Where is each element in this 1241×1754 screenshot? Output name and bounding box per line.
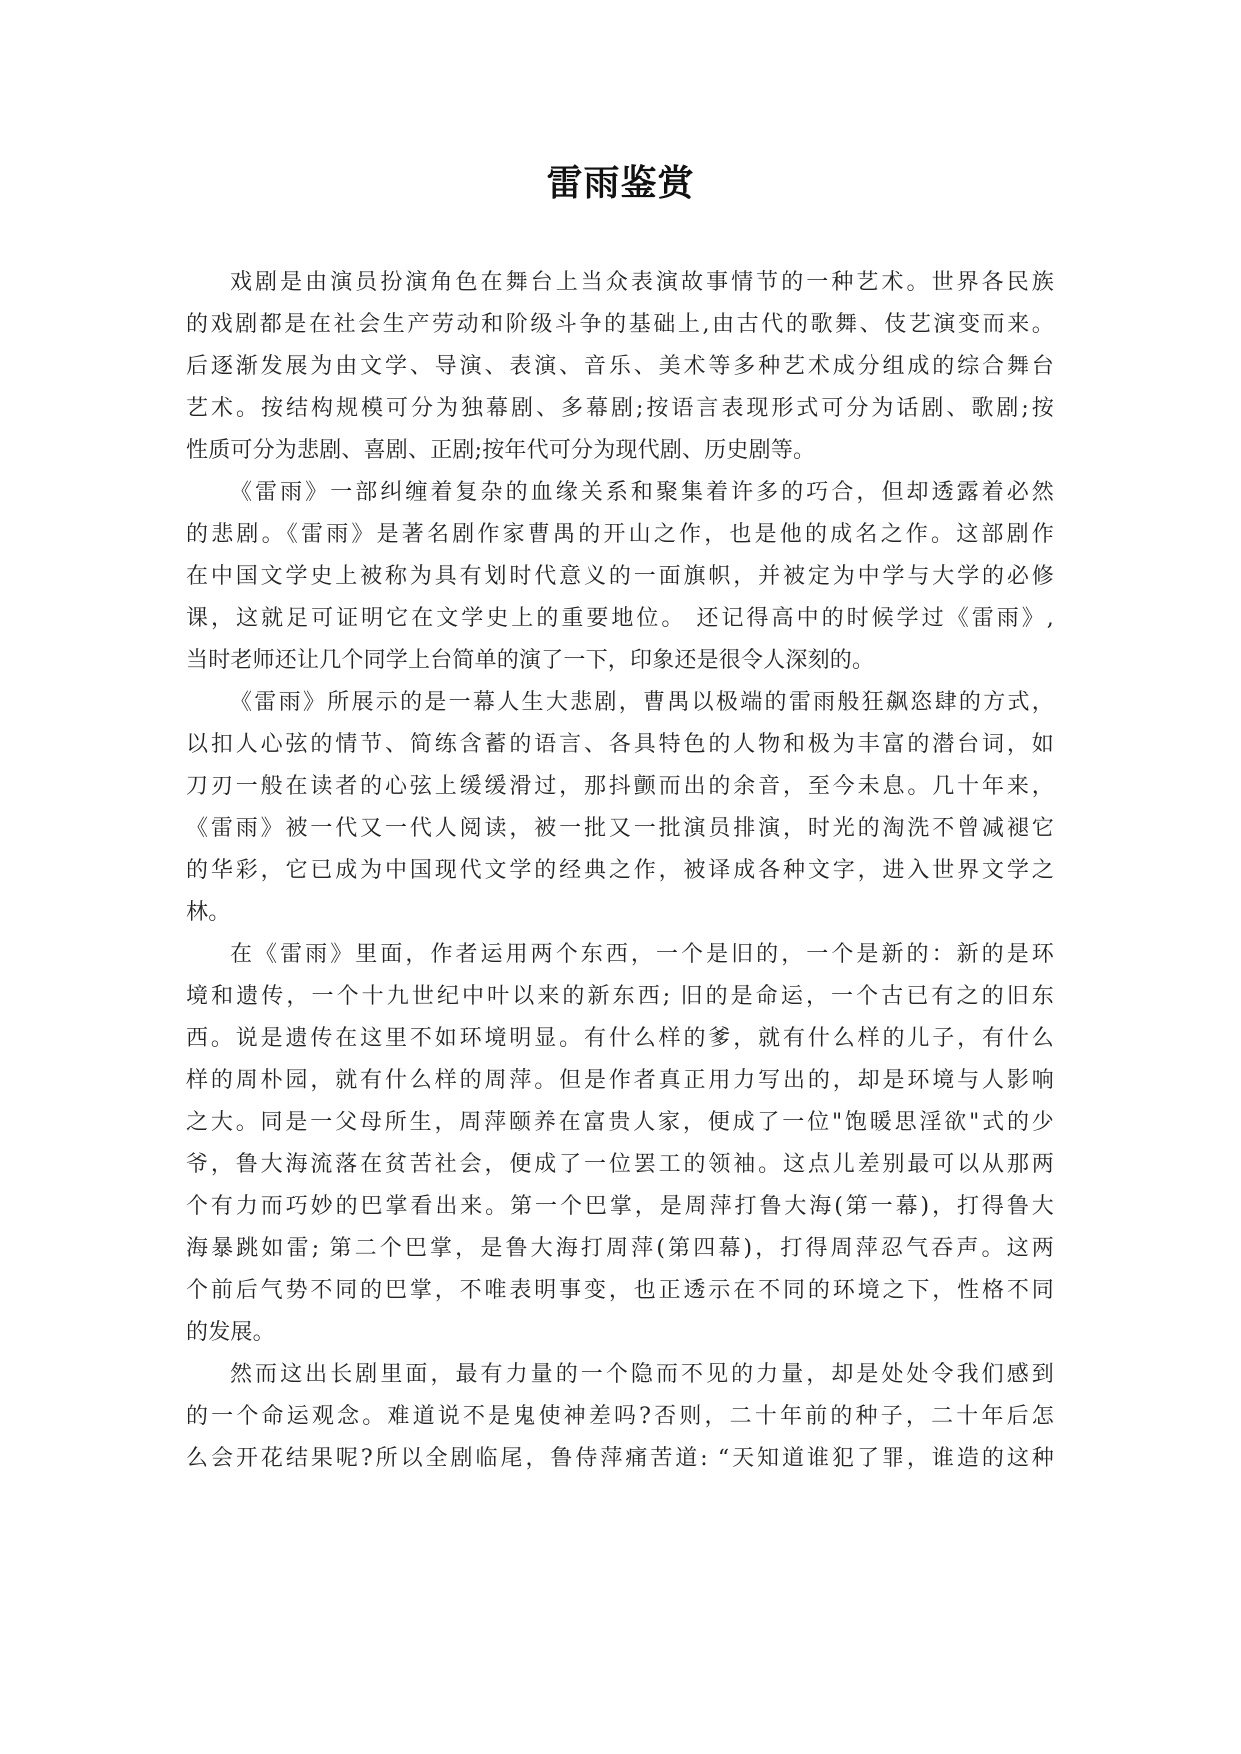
text-line: 《雷雨》所展示的是一幕人生大悲剧，曹禺以极端的雷雨般狂飙恣肆的方式， — [230, 690, 1054, 715]
text-line: 林。 — [186, 900, 231, 925]
text-line: 样的周朴园，就有什么样的周萍。但是作者真正用力写出的，却是环境与人影响 — [186, 1068, 1054, 1093]
text-line: 以扣人心弦的情节、简练含蓄的语言、各具特色的人物和极为丰富的潜台词，如 — [186, 732, 1054, 757]
text-line: 的华彩，它已成为中国现代文学的经典之作，被译成各种文字，进入世界文学之 — [186, 858, 1054, 883]
text-line: 西。说是遗传在这里不如环境明显。有什么样的爹，就有什么样的儿子，有什么 — [186, 1026, 1054, 1051]
text-line: 的戏剧都是在社会生产劳动和阶级斗争的基础上,由古代的歌舞、伎艺演变而来。 — [186, 312, 1054, 337]
text-line: 境和遗传，一个十九世纪中叶以来的新东西; 旧的是命运，一个古已有之的旧东 — [186, 984, 1054, 1009]
text-line: 《雷雨》一部纠缠着复杂的血缘关系和聚集着许多的巧合，但却透露着必然 — [230, 480, 1054, 505]
text-line: 当时老师还让几个同学上台简单的演了一下，印象还是很令人深刻的。 — [186, 648, 875, 673]
text-line: 的一个命运观念。难道说不是鬼使神差吗?否则，二十年前的种子，二十年后怎 — [186, 1404, 1054, 1429]
text-line: 个有力而巧妙的巴掌看出来。第一个巴掌，是周萍打鲁大海(第一幕)，打得鲁大 — [186, 1194, 1054, 1219]
paragraph-2 — [186, 472, 1054, 682]
text-line: 的发展。 — [186, 1320, 275, 1345]
paragraph-5 — [186, 1354, 1054, 1480]
text-line: 戏剧是由演员扮演角色在舞台上当众表演故事情节的一种艺术。世界各民族 — [230, 270, 1054, 295]
text-line: 后逐渐发展为由文学、导演、表演、音乐、美术等多种艺术成分组成的综合舞台 — [186, 354, 1054, 379]
text-line: 性质可分为悲剧、喜剧、正剧;按年代可分为现代剧、历史剧等。 — [186, 438, 816, 463]
text-line: 《雷雨》被一代又一代人阅读，被一批又一批演员排演，时光的淘洗不曾减褪它 — [186, 816, 1054, 841]
text-line: 么会开花结果呢?所以全剧临尾，鲁侍萍痛苦道: “天知道谁犯了罪，谁造的这种 — [186, 1446, 1054, 1471]
text-line: 艺术。按结构规模可分为独幕剧、多幕剧;按语言表现形式可分为话剧、歌剧;按 — [186, 396, 1054, 421]
text-line: 刀刃一般在读者的心弦上缓缓滑过，那抖颤而出的余音，至今未息。几十年来， — [186, 774, 1054, 799]
text-line: 的悲剧。《雷雨》是著名剧作家曹禺的开山之作，也是他的成名之作。这部剧作 — [186, 522, 1054, 547]
document-body — [186, 262, 1054, 1480]
document-title: 雷雨鉴赏 — [546, 162, 695, 204]
text-line: 海暴跳如雷; 第二个巴掌，是鲁大海打周萍(第四幕)，打得周萍忍气吞声。这两 — [186, 1236, 1054, 1261]
text-line: 个前后气势不同的巴掌，不唯表明事变，也正透示在不同的环境之下，性格不同 — [186, 1278, 1054, 1303]
text-line: 之大。同是一父母所生，周萍颐养在富贵人家，便成了一位"饱暖思淫欲"式的少 — [186, 1110, 1054, 1135]
text-line: 课，这就足可证明它在文学史上的重要地位。 还记得高中的时候学过《雷雨》, — [186, 606, 1054, 631]
paragraph-1 — [186, 262, 1054, 472]
text-line: 然而这出长剧里面，最有力量的一个隐而不见的力量，却是处处令我们感到 — [230, 1362, 1054, 1387]
paragraph-4 — [186, 934, 1054, 1354]
text-line: 在《雷雨》里面，作者运用两个东西，一个是旧的，一个是新的：新的是环 — [230, 942, 1054, 967]
paragraph-3 — [186, 682, 1054, 934]
text-line: 在中国文学史上被称为具有划时代意义的一面旗帜，并被定为中学与大学的必修 — [186, 564, 1054, 589]
text-line: 爷，鲁大海流落在贫苦社会，便成了一位罢工的领袖。这点儿差别最可以从那两 — [186, 1152, 1054, 1177]
